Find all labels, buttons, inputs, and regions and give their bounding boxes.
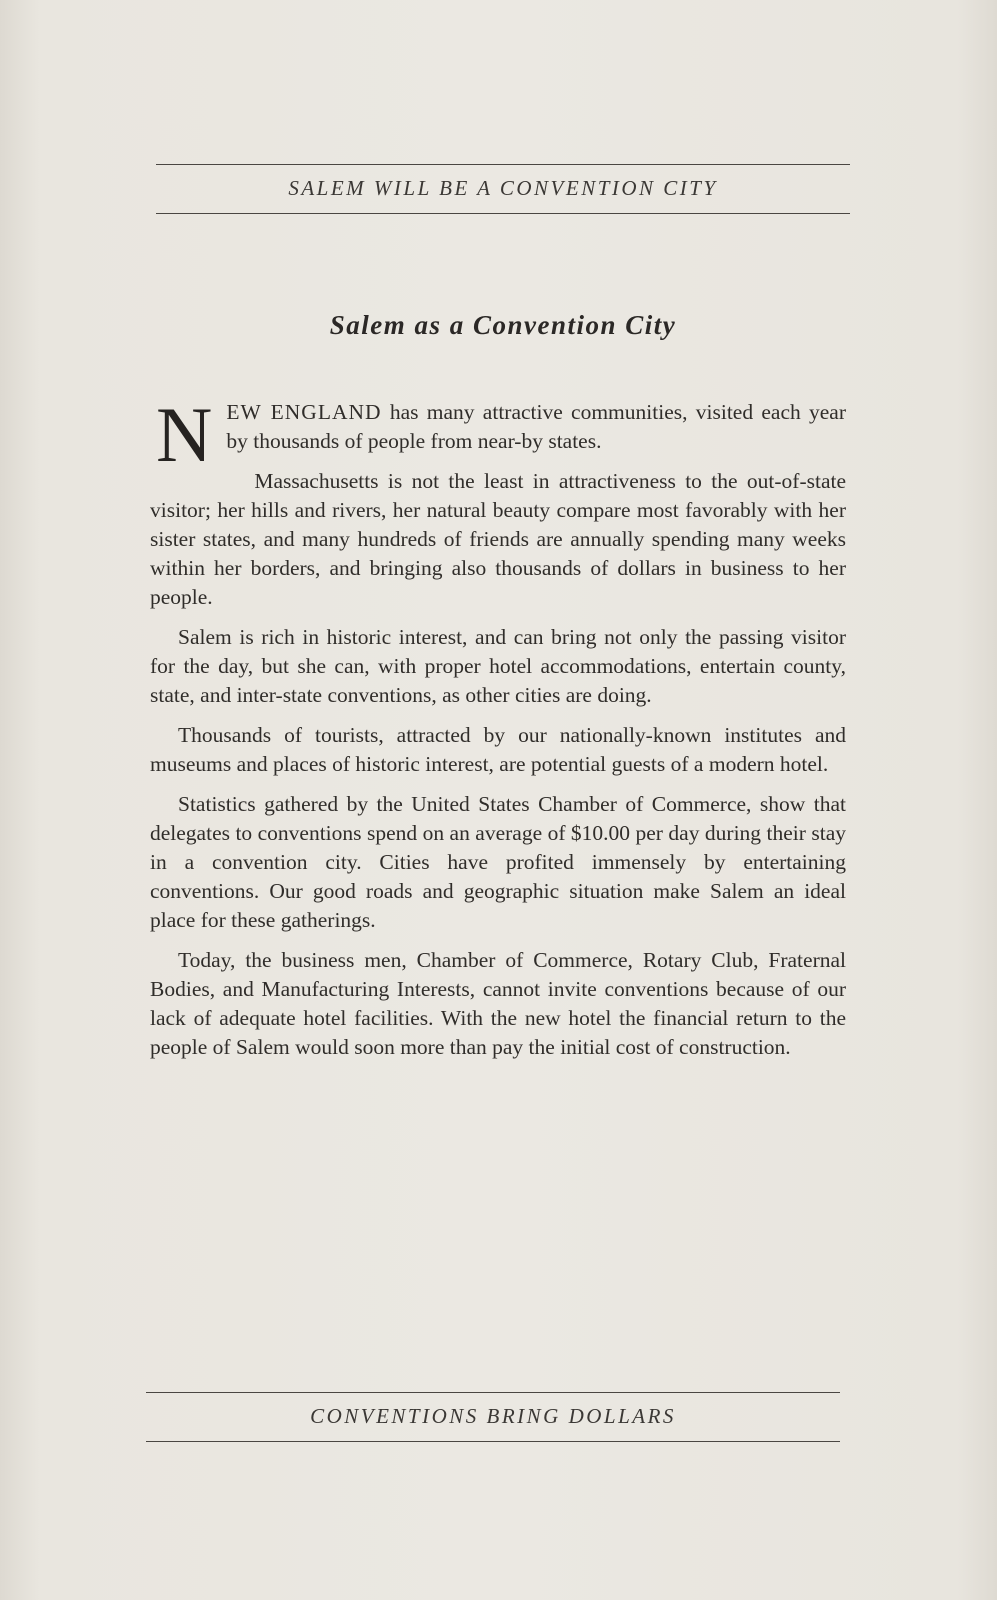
drop-cap: N xyxy=(156,391,213,478)
paragraph-5: Statistics gathered by the United States Chamber of Commerce, show that delegates to conventions spend on an average of $10.00 per day during their stay in a convention city. Cities have profited immensely by entertaining conventions. Our good roads and geographic situation make Salem an ideal place for these gatherings. xyxy=(150,792,846,932)
paragraph-6: Today, the business men, Chamber of Commerce, Rotary Club, Fraternal Bodies, and Manufacturing Interests, cannot invite conventions because of our lack of adequate hotel facilities. With the new hotel the financial return to the people of Salem would soon more than pay the initial cost of construction. xyxy=(150,948,846,1059)
running-header-text: SALEM WILL BE A CONVENTION CITY xyxy=(288,176,718,200)
running-footer xyxy=(146,1392,840,1442)
paragraph-3: Salem is rich in historic interest, and can bring not only the passing visitor for the day, but she can, with proper hotel accommodations, entertain county, state, and inter-state conventions, as other cities are doing. xyxy=(150,625,846,707)
article-body xyxy=(150,391,846,1073)
running-header xyxy=(156,164,850,214)
paragraph-1-text: has many attractive communities, visited each year by thousands of people from near-by states. xyxy=(226,400,846,453)
paragraph-4: Thousands of tourists, attracted by our nationally-known institutes and museums and places of historic interest, are potential guests of a modern hotel. xyxy=(150,723,846,776)
paragraph-1 xyxy=(150,391,846,478)
page-title: Salem as a Convention City xyxy=(329,310,677,340)
running-footer-text: CONVENTIONS BRING DOLLARS xyxy=(310,1404,676,1428)
lead-in-caps: EW ENGLAND xyxy=(226,400,382,424)
paragraph-2: Massachusetts is not the least in attractiveness to the out-of-state visitor; her hills and rivers, her natural beauty compare most favorably with her sister states, and many hundreds of friends are annually spending many weeks within her borders, and bringing also thousands of dollars in business to her people. xyxy=(150,469,846,609)
